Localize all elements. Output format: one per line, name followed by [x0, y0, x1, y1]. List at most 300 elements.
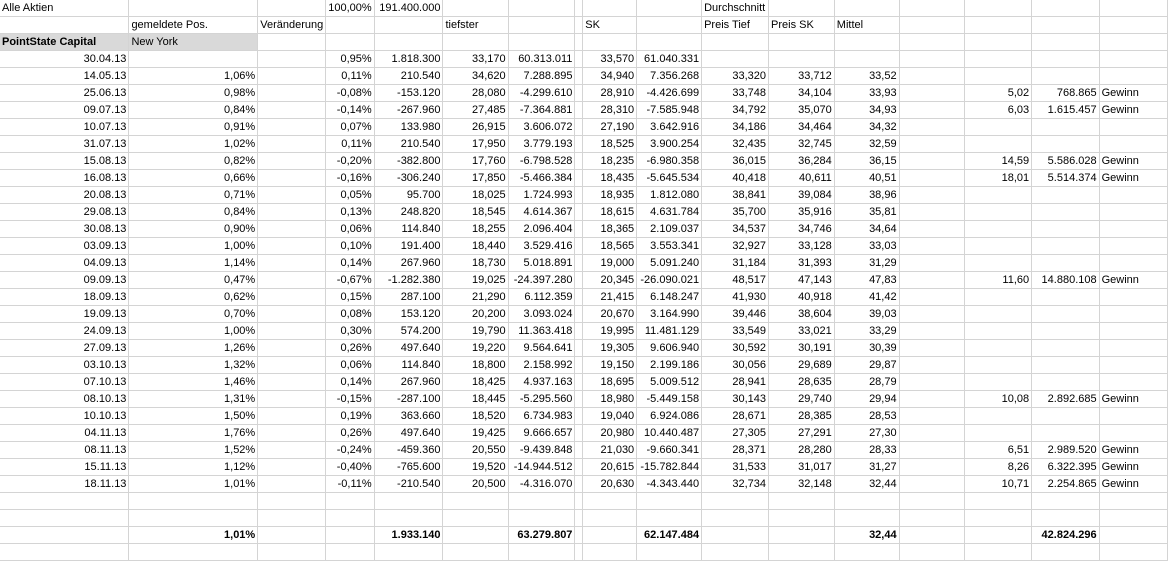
- cell[interactable]: 210.540: [374, 136, 443, 153]
- cell[interactable]: [575, 255, 583, 272]
- cell[interactable]: 40,611: [769, 170, 835, 187]
- cell[interactable]: 153.120: [374, 306, 443, 323]
- cell[interactable]: [1099, 255, 1167, 272]
- cell[interactable]: [326, 510, 374, 527]
- cell[interactable]: [899, 357, 965, 374]
- cell[interactable]: 287.100: [374, 289, 443, 306]
- cell[interactable]: [443, 527, 508, 544]
- cell[interactable]: 18,440: [443, 238, 508, 255]
- cell[interactable]: 34,93: [834, 102, 899, 119]
- cell[interactable]: 1,06%: [129, 68, 258, 85]
- cell[interactable]: 34,32: [834, 119, 899, 136]
- cell[interactable]: -0,08%: [326, 85, 374, 102]
- cell[interactable]: 32,44: [834, 527, 899, 544]
- cell[interactable]: 100,00%: [326, 0, 374, 17]
- cell[interactable]: [899, 119, 965, 136]
- cell[interactable]: -0,14%: [326, 102, 374, 119]
- cell[interactable]: 20,345: [583, 272, 637, 289]
- cell[interactable]: 34,792: [702, 102, 769, 119]
- cell[interactable]: 0,90%: [129, 221, 258, 238]
- cell[interactable]: 1,31%: [129, 391, 258, 408]
- cell[interactable]: PointState Capital: [0, 34, 129, 51]
- cell[interactable]: [258, 510, 326, 527]
- cell[interactable]: 31,29: [834, 255, 899, 272]
- cell[interactable]: 33,52: [834, 68, 899, 85]
- cell[interactable]: 63.279.807: [508, 527, 575, 544]
- cell[interactable]: -14.944.512: [508, 459, 575, 476]
- cell[interactable]: [965, 493, 1032, 510]
- cell[interactable]: 30,056: [702, 357, 769, 374]
- cell[interactable]: 28,080: [443, 85, 508, 102]
- cell[interactable]: [1032, 340, 1099, 357]
- cell[interactable]: tiefster: [443, 17, 508, 34]
- cell[interactable]: [899, 340, 965, 357]
- cell[interactable]: 20,500: [443, 476, 508, 493]
- cell[interactable]: 28,941: [702, 374, 769, 391]
- cell[interactable]: [769, 510, 835, 527]
- cell[interactable]: [326, 544, 374, 561]
- cell[interactable]: 497.640: [374, 425, 443, 442]
- cell[interactable]: [965, 221, 1032, 238]
- cell[interactable]: [258, 408, 326, 425]
- cell[interactable]: 41,42: [834, 289, 899, 306]
- cell[interactable]: Gewinn: [1099, 272, 1167, 289]
- cell[interactable]: 2.989.520: [1032, 442, 1099, 459]
- cell[interactable]: [258, 544, 326, 561]
- cell[interactable]: 191.400: [374, 238, 443, 255]
- cell[interactable]: 1.818.300: [374, 51, 443, 68]
- cell[interactable]: [1099, 493, 1167, 510]
- cell[interactable]: [965, 238, 1032, 255]
- cell[interactable]: [258, 357, 326, 374]
- cell[interactable]: -0,16%: [326, 170, 374, 187]
- cell[interactable]: [326, 34, 374, 51]
- cell[interactable]: [1099, 408, 1167, 425]
- cell[interactable]: 08.10.13: [0, 391, 129, 408]
- cell[interactable]: [129, 510, 258, 527]
- cell[interactable]: -24.397.280: [508, 272, 575, 289]
- cell[interactable]: 34,64: [834, 221, 899, 238]
- cell[interactable]: [374, 510, 443, 527]
- cell[interactable]: [965, 0, 1032, 17]
- cell[interactable]: 36,015: [702, 153, 769, 170]
- cell[interactable]: 33,549: [702, 323, 769, 340]
- cell[interactable]: [0, 17, 129, 34]
- cell[interactable]: [258, 476, 326, 493]
- cell[interactable]: [965, 34, 1032, 51]
- cell[interactable]: [1032, 510, 1099, 527]
- cell[interactable]: 27.09.13: [0, 340, 129, 357]
- cell[interactable]: 34,464: [769, 119, 835, 136]
- cell[interactable]: 29,87: [834, 357, 899, 374]
- cell[interactable]: 19,150: [583, 357, 637, 374]
- cell[interactable]: 5.514.374: [1032, 170, 1099, 187]
- cell[interactable]: 19,520: [443, 459, 508, 476]
- cell[interactable]: [899, 17, 965, 34]
- cell[interactable]: Gewinn: [1099, 391, 1167, 408]
- cell[interactable]: [899, 459, 965, 476]
- cell[interactable]: [965, 187, 1032, 204]
- cell[interactable]: 09.07.13: [0, 102, 129, 119]
- cell[interactable]: [258, 221, 326, 238]
- cell[interactable]: [374, 544, 443, 561]
- cell[interactable]: 210.540: [374, 68, 443, 85]
- cell[interactable]: 1.724.993: [508, 187, 575, 204]
- cell[interactable]: [899, 289, 965, 306]
- cell[interactable]: [1099, 119, 1167, 136]
- cell[interactable]: 62.147.484: [637, 527, 702, 544]
- cell[interactable]: [575, 374, 583, 391]
- cell[interactable]: Mittel: [834, 17, 899, 34]
- cell[interactable]: 0,06%: [326, 357, 374, 374]
- cell[interactable]: [1032, 306, 1099, 323]
- cell[interactable]: 39,084: [769, 187, 835, 204]
- cell[interactable]: 1.812.080: [637, 187, 702, 204]
- cell[interactable]: 11.363.418: [508, 323, 575, 340]
- cell[interactable]: 34,186: [702, 119, 769, 136]
- cell[interactable]: -0,20%: [326, 153, 374, 170]
- cell[interactable]: 3.553.341: [637, 238, 702, 255]
- cell[interactable]: -15.782.844: [637, 459, 702, 476]
- cell[interactable]: [258, 119, 326, 136]
- cell[interactable]: 20,670: [583, 306, 637, 323]
- cell[interactable]: 0,70%: [129, 306, 258, 323]
- cell[interactable]: 18,425: [443, 374, 508, 391]
- cell[interactable]: 33,748: [702, 85, 769, 102]
- cell[interactable]: [965, 527, 1032, 544]
- cell[interactable]: 19,790: [443, 323, 508, 340]
- cell[interactable]: [326, 527, 374, 544]
- cell[interactable]: 19,220: [443, 340, 508, 357]
- cell[interactable]: [965, 17, 1032, 34]
- cell[interactable]: 39,446: [702, 306, 769, 323]
- cell[interactable]: [575, 204, 583, 221]
- cell[interactable]: 4.614.367: [508, 204, 575, 221]
- cell[interactable]: [899, 323, 965, 340]
- cell[interactable]: [899, 187, 965, 204]
- cell[interactable]: 15.08.13: [0, 153, 129, 170]
- cell[interactable]: [1032, 34, 1099, 51]
- cell[interactable]: 18,695: [583, 374, 637, 391]
- cell[interactable]: 16.08.13: [0, 170, 129, 187]
- cell[interactable]: [1032, 493, 1099, 510]
- cell[interactable]: [1099, 510, 1167, 527]
- cell[interactable]: 3.900.254: [637, 136, 702, 153]
- cell[interactable]: Gewinn: [1099, 102, 1167, 119]
- cell[interactable]: -4.343.440: [637, 476, 702, 493]
- cell[interactable]: 31,017: [769, 459, 835, 476]
- cell[interactable]: 3.606.072: [508, 119, 575, 136]
- cell[interactable]: 6.924.086: [637, 408, 702, 425]
- cell[interactable]: [899, 425, 965, 442]
- cell[interactable]: [965, 51, 1032, 68]
- cell[interactable]: [965, 374, 1032, 391]
- cell[interactable]: 0,08%: [326, 306, 374, 323]
- cell[interactable]: 28,53: [834, 408, 899, 425]
- cell[interactable]: 6,03: [965, 102, 1032, 119]
- cell[interactable]: 47,143: [769, 272, 835, 289]
- cell[interactable]: 6,51: [965, 442, 1032, 459]
- cell[interactable]: Alle Aktien: [0, 0, 129, 17]
- cell[interactable]: 19,995: [583, 323, 637, 340]
- cell[interactable]: [575, 408, 583, 425]
- cell[interactable]: [1032, 187, 1099, 204]
- cell[interactable]: Gewinn: [1099, 459, 1167, 476]
- cell[interactable]: [769, 493, 835, 510]
- cell[interactable]: [326, 17, 374, 34]
- cell[interactable]: 0,14%: [326, 255, 374, 272]
- cell[interactable]: -4.316.070: [508, 476, 575, 493]
- cell[interactable]: 33,128: [769, 238, 835, 255]
- cell[interactable]: 267.960: [374, 374, 443, 391]
- cell[interactable]: -5.449.158: [637, 391, 702, 408]
- cell[interactable]: 33,570: [583, 51, 637, 68]
- cell[interactable]: 31,184: [702, 255, 769, 272]
- cell[interactable]: 33,170: [443, 51, 508, 68]
- cell[interactable]: [575, 119, 583, 136]
- cell[interactable]: [899, 204, 965, 221]
- cell[interactable]: 35,070: [769, 102, 835, 119]
- cell[interactable]: [899, 476, 965, 493]
- cell[interactable]: [1099, 17, 1167, 34]
- cell[interactable]: [965, 204, 1032, 221]
- cell[interactable]: [575, 221, 583, 238]
- cell[interactable]: [769, 527, 835, 544]
- cell[interactable]: [702, 493, 769, 510]
- cell[interactable]: 20,615: [583, 459, 637, 476]
- cell[interactable]: 6.734.983: [508, 408, 575, 425]
- cell[interactable]: [258, 34, 326, 51]
- cell[interactable]: [575, 0, 583, 17]
- cell[interactable]: [1099, 51, 1167, 68]
- cell[interactable]: 191.400.000: [374, 0, 443, 17]
- cell[interactable]: 03.09.13: [0, 238, 129, 255]
- cell[interactable]: -4.299.610: [508, 85, 575, 102]
- cell[interactable]: 30.08.13: [0, 221, 129, 238]
- cell[interactable]: 7.356.268: [637, 68, 702, 85]
- cell[interactable]: 31,533: [702, 459, 769, 476]
- cell[interactable]: [899, 544, 965, 561]
- cell[interactable]: 14.880.108: [1032, 272, 1099, 289]
- cell[interactable]: -0,24%: [326, 442, 374, 459]
- cell[interactable]: -765.600: [374, 459, 443, 476]
- cell[interactable]: [1032, 136, 1099, 153]
- cell[interactable]: 41,930: [702, 289, 769, 306]
- cell[interactable]: 267.960: [374, 255, 443, 272]
- cell[interactable]: 1,32%: [129, 357, 258, 374]
- cell[interactable]: 32,148: [769, 476, 835, 493]
- cell[interactable]: [508, 510, 575, 527]
- cell[interactable]: 6.112.359: [508, 289, 575, 306]
- cell[interactable]: [575, 459, 583, 476]
- cell[interactable]: 0,10%: [326, 238, 374, 255]
- cell[interactable]: 18,235: [583, 153, 637, 170]
- cell[interactable]: 18,980: [583, 391, 637, 408]
- cell[interactable]: [575, 68, 583, 85]
- cell[interactable]: [258, 323, 326, 340]
- cell[interactable]: [637, 510, 702, 527]
- cell[interactable]: [258, 170, 326, 187]
- cell[interactable]: [965, 119, 1032, 136]
- cell[interactable]: -7.585.948: [637, 102, 702, 119]
- cell[interactable]: [702, 51, 769, 68]
- cell[interactable]: [834, 544, 899, 561]
- cell[interactable]: 0,71%: [129, 187, 258, 204]
- cell[interactable]: 20.08.13: [0, 187, 129, 204]
- cell[interactable]: 248.820: [374, 204, 443, 221]
- cell[interactable]: 30,39: [834, 340, 899, 357]
- cell[interactable]: [258, 527, 326, 544]
- cell[interactable]: 18,800: [443, 357, 508, 374]
- cell[interactable]: [834, 493, 899, 510]
- cell[interactable]: 18.09.13: [0, 289, 129, 306]
- cell[interactable]: [1099, 204, 1167, 221]
- cell[interactable]: [258, 136, 326, 153]
- cell[interactable]: -153.120: [374, 85, 443, 102]
- cell[interactable]: [374, 34, 443, 51]
- cell[interactable]: 08.11.13: [0, 442, 129, 459]
- cell[interactable]: [899, 85, 965, 102]
- cell[interactable]: [129, 544, 258, 561]
- cell[interactable]: [258, 238, 326, 255]
- cell[interactable]: 5.018.891: [508, 255, 575, 272]
- cell[interactable]: [575, 306, 583, 323]
- cell[interactable]: [575, 323, 583, 340]
- cell[interactable]: 0,13%: [326, 204, 374, 221]
- cell[interactable]: [1099, 34, 1167, 51]
- cell[interactable]: 25.06.13: [0, 85, 129, 102]
- cell[interactable]: 60.313.011: [508, 51, 575, 68]
- cell[interactable]: 10,08: [965, 391, 1032, 408]
- cell[interactable]: [769, 34, 835, 51]
- cell[interactable]: [443, 510, 508, 527]
- cell[interactable]: 0,30%: [326, 323, 374, 340]
- cell[interactable]: [575, 17, 583, 34]
- cell[interactable]: 1,14%: [129, 255, 258, 272]
- cell[interactable]: -287.100: [374, 391, 443, 408]
- cell[interactable]: [575, 510, 583, 527]
- cell[interactable]: 31,27: [834, 459, 899, 476]
- cell[interactable]: [0, 510, 129, 527]
- cell[interactable]: 09.09.13: [0, 272, 129, 289]
- cell[interactable]: 32,745: [769, 136, 835, 153]
- cell[interactable]: 0,26%: [326, 425, 374, 442]
- cell[interactable]: [0, 544, 129, 561]
- cell[interactable]: 6.322.395: [1032, 459, 1099, 476]
- cell[interactable]: 2.199.186: [637, 357, 702, 374]
- cell[interactable]: 11.481.129: [637, 323, 702, 340]
- cell[interactable]: [899, 442, 965, 459]
- cell[interactable]: [583, 527, 637, 544]
- cell[interactable]: [1099, 374, 1167, 391]
- cell[interactable]: [575, 476, 583, 493]
- cell[interactable]: [1099, 306, 1167, 323]
- cell[interactable]: [258, 102, 326, 119]
- cell[interactable]: 0,91%: [129, 119, 258, 136]
- cell[interactable]: [508, 0, 575, 17]
- cell[interactable]: 33,29: [834, 323, 899, 340]
- cell[interactable]: 30,592: [702, 340, 769, 357]
- cell[interactable]: 9.606.940: [637, 340, 702, 357]
- cell[interactable]: [575, 85, 583, 102]
- cell[interactable]: Durchschnitt: [702, 0, 769, 17]
- cell[interactable]: 30,191: [769, 340, 835, 357]
- cell[interactable]: [899, 238, 965, 255]
- cell[interactable]: Veränderung: [258, 17, 326, 34]
- cell[interactable]: 0,66%: [129, 170, 258, 187]
- cell[interactable]: 1,50%: [129, 408, 258, 425]
- cell[interactable]: 0,84%: [129, 102, 258, 119]
- cell[interactable]: 1,52%: [129, 442, 258, 459]
- cell[interactable]: 10,71: [965, 476, 1032, 493]
- cell[interactable]: 32,44: [834, 476, 899, 493]
- cell[interactable]: 2.254.865: [1032, 476, 1099, 493]
- cell[interactable]: [1032, 51, 1099, 68]
- cell[interactable]: 3.164.990: [637, 306, 702, 323]
- cell[interactable]: 18.11.13: [0, 476, 129, 493]
- cell[interactable]: 40,51: [834, 170, 899, 187]
- cell[interactable]: [1099, 289, 1167, 306]
- cell[interactable]: -210.540: [374, 476, 443, 493]
- cell[interactable]: [575, 493, 583, 510]
- cell[interactable]: [575, 34, 583, 51]
- cell[interactable]: [899, 374, 965, 391]
- cell[interactable]: [1099, 323, 1167, 340]
- cell[interactable]: 27,291: [769, 425, 835, 442]
- cell[interactable]: [1032, 357, 1099, 374]
- cell[interactable]: -5.295.560: [508, 391, 575, 408]
- cell[interactable]: New York: [129, 34, 258, 51]
- cell[interactable]: [1032, 204, 1099, 221]
- cell[interactable]: 29,740: [769, 391, 835, 408]
- cell[interactable]: 1,01%: [129, 527, 258, 544]
- cell[interactable]: 10.10.13: [0, 408, 129, 425]
- cell[interactable]: [1099, 238, 1167, 255]
- cell[interactable]: [258, 425, 326, 442]
- cell[interactable]: [899, 306, 965, 323]
- cell[interactable]: 19,000: [583, 255, 637, 272]
- cell[interactable]: [0, 527, 129, 544]
- cell[interactable]: [965, 289, 1032, 306]
- cell[interactable]: 0,98%: [129, 85, 258, 102]
- cell[interactable]: [1099, 221, 1167, 238]
- cell[interactable]: [575, 272, 583, 289]
- cell[interactable]: [258, 493, 326, 510]
- cell[interactable]: 28,385: [769, 408, 835, 425]
- cell[interactable]: 3.529.416: [508, 238, 575, 255]
- cell[interactable]: 28,79: [834, 374, 899, 391]
- cell[interactable]: 18,025: [443, 187, 508, 204]
- cell[interactable]: 15.11.13: [0, 459, 129, 476]
- cell[interactable]: 0,11%: [326, 68, 374, 85]
- cell[interactable]: 36,15: [834, 153, 899, 170]
- cell[interactable]: [899, 493, 965, 510]
- cell[interactable]: 04.11.13: [0, 425, 129, 442]
- cell[interactable]: [258, 51, 326, 68]
- cell[interactable]: 32,734: [702, 476, 769, 493]
- cell[interactable]: 29,689: [769, 357, 835, 374]
- cell[interactable]: [834, 510, 899, 527]
- cell[interactable]: 3.093.024: [508, 306, 575, 323]
- cell[interactable]: 1,12%: [129, 459, 258, 476]
- cell[interactable]: 1.933.140: [374, 527, 443, 544]
- cell[interactable]: 18,445: [443, 391, 508, 408]
- cell[interactable]: 28,671: [702, 408, 769, 425]
- cell[interactable]: 5.009.512: [637, 374, 702, 391]
- cell[interactable]: 18,255: [443, 221, 508, 238]
- cell[interactable]: [899, 170, 965, 187]
- cell[interactable]: -382.800: [374, 153, 443, 170]
